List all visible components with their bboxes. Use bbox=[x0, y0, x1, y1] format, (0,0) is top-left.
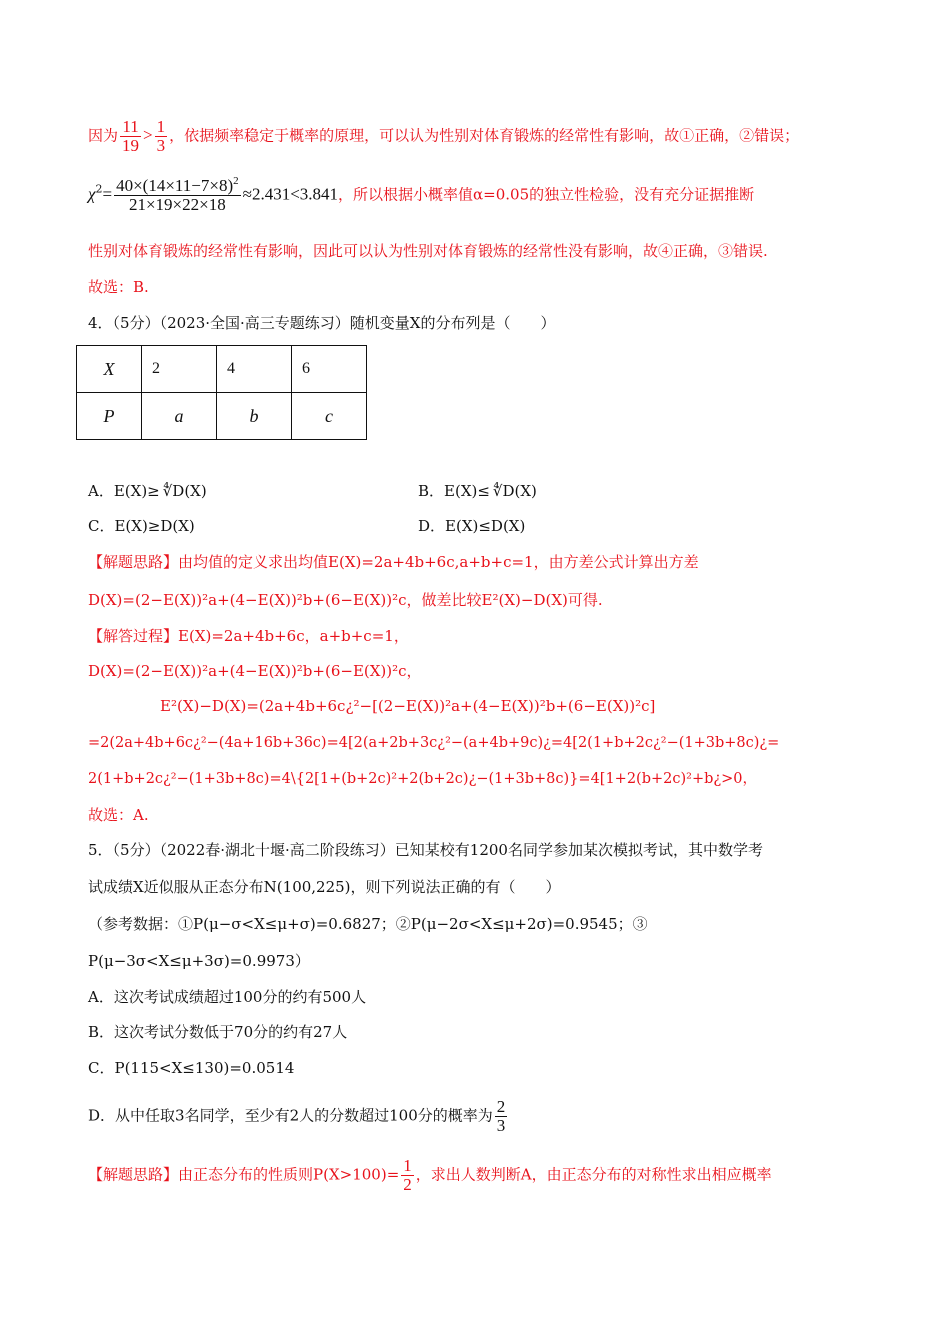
table-cell: 4 bbox=[217, 346, 292, 393]
table-cell: b bbox=[217, 393, 292, 440]
solution-line-3: 性别对体育锻炼的经常性有影响，因此可以认为性别对体育锻炼的经常性没有影响，故④正确，③错误. bbox=[88, 242, 768, 260]
process-line-5: 2(1+b+2c¿²−(1+3b+8c)=4\{2[1+(b+2c)²+2(b+2c)¿−(1+3b+8c)}=4[1+2(b+2c)²+b¿>0， bbox=[88, 771, 758, 787]
table-cell: 6 bbox=[292, 346, 367, 393]
fraction-2-3: $\frac{2}{3}$ bbox=[496, 1097, 506, 1135]
table-row bbox=[77, 393, 367, 440]
idea-line-2: D(X)=(2−E(X))²a+(4−E(X))²b+(6−E(X))²c，做差比较E²(X)−D(X)可得. bbox=[88, 591, 603, 609]
chi-square-fraction: $\frac{40\times(14\times 11-7\times 8)^2}{21\times 19\times 22\times 18}$ bbox=[116, 175, 239, 214]
table-cell: a bbox=[142, 393, 217, 440]
table-cell: P bbox=[77, 393, 142, 440]
q5-option-a: A．这次考试成绩超过100分的约有500人 bbox=[88, 988, 367, 1006]
process-line-3: E²(X)−D(X)=(2a+4b+6c¿²−[(2−E(X))²a+(4−E(X))²b+(6−E(X))²c] bbox=[160, 697, 656, 715]
option-d: D．E(X)≤D(X) bbox=[418, 517, 526, 535]
question-5-stem-2: 试成绩X近似服从正态分布N(100,225)，则下列说法正确的有（ ） bbox=[88, 878, 561, 896]
table-cell: c bbox=[292, 393, 367, 440]
process-line-2: D(X)=(2−E(X))²a+(4−E(X))²b+(6−E(X))²c， bbox=[88, 662, 422, 680]
q5-option-b: B．这次考试分数低于70分的约有27人 bbox=[88, 1023, 348, 1041]
table-cell: X bbox=[77, 346, 142, 393]
fraction-11-19: $\frac{11}{19}$ bbox=[122, 117, 140, 155]
option-a: A．E(X)≥ ∜D(X) bbox=[88, 482, 207, 500]
table-row bbox=[77, 346, 367, 393]
question-5-stem-1: 5．（5分）（2022春·湖北十堰·高二阶段练习）已知某校有1200名同学参加某次模拟考试，其中数学考 bbox=[88, 841, 763, 859]
option-c: C．E(X)≥D(X) bbox=[88, 517, 195, 535]
table-cell: 2 bbox=[142, 346, 217, 393]
solution-line-1: 因为 $\frac{11}{19}$ > $\frac{1}{3}$ ，依据频率稳定于概率的原理，可以认为性别对体育锻炼的经常性有影响，故①正确，②错误； bbox=[88, 117, 800, 155]
reference-data-1: （参考数据：①P(μ−σ<X≤μ+σ)=0.6827；②P(μ−2σ<X≤μ+2σ)=0.9545；③ bbox=[88, 915, 648, 933]
process-line-4: =2(2a+4b+6c¿²−(4a+16b+36c)=4[2(a+2b+3c¿²−(a+4b+9c)¿=4[2(1+b+2c¿²−(1+3b+8c)¿= bbox=[88, 735, 780, 751]
answer-3: 故选：B. bbox=[88, 278, 149, 296]
idea-line-1: 【解题思路】由均值的定义求出均值E(X)=2a+4b+6c,a+b+c=1，由方差公式计算出方差 bbox=[88, 553, 699, 571]
reference-data-2: P(μ−3σ<X≤μ+3σ)=0.9973） bbox=[88, 952, 310, 970]
option-b: B．E(X)≤ ∜D(X) bbox=[418, 482, 537, 500]
process-label: 【解答过程】 bbox=[88, 627, 179, 645]
answer-4: 故选：A. bbox=[88, 806, 149, 824]
fraction-1-3: $\frac{1}{3}$ bbox=[156, 117, 166, 155]
chi-square-line: $\chi^2=$ $\frac{40\times(14\times 11-7\times 8)^2}{21\times 19\times 22\times 18}$ ≈2.431<3.841，所以根据小概率值α=0.05的独立性检验，没有充分证据推断 bbox=[88, 175, 755, 214]
distribution-table bbox=[76, 345, 367, 440]
idea-label: 【解题思路】 bbox=[88, 1165, 179, 1184]
idea-label: 【解题思路】 bbox=[88, 553, 179, 571]
process-line-1: 【解答过程】E(X)=2a+4b+6c，a+b+c=1， bbox=[88, 627, 409, 645]
question-4-stem: 4．（5分）（2023·全国·高三专题练习）随机变量X的分布列是（ ） bbox=[88, 314, 556, 332]
q5-option-d: D．从中任取3名同学，至少有2人的分数超过100分的概率为 $\frac{2}{3}$ bbox=[88, 1097, 506, 1135]
fraction-1-2: $\frac{1}{2}$ bbox=[403, 1156, 412, 1194]
text: 因为 bbox=[88, 126, 119, 145]
q5-option-c: C．P(115<X≤130)=0.0514 bbox=[88, 1059, 295, 1077]
q5-idea-line: 【解题思路】由正态分布的性质则P(X>100)= $\frac{1}{2}$ ，求出人数判断A，由正态分布的对称性求出相应概率 bbox=[88, 1156, 772, 1194]
